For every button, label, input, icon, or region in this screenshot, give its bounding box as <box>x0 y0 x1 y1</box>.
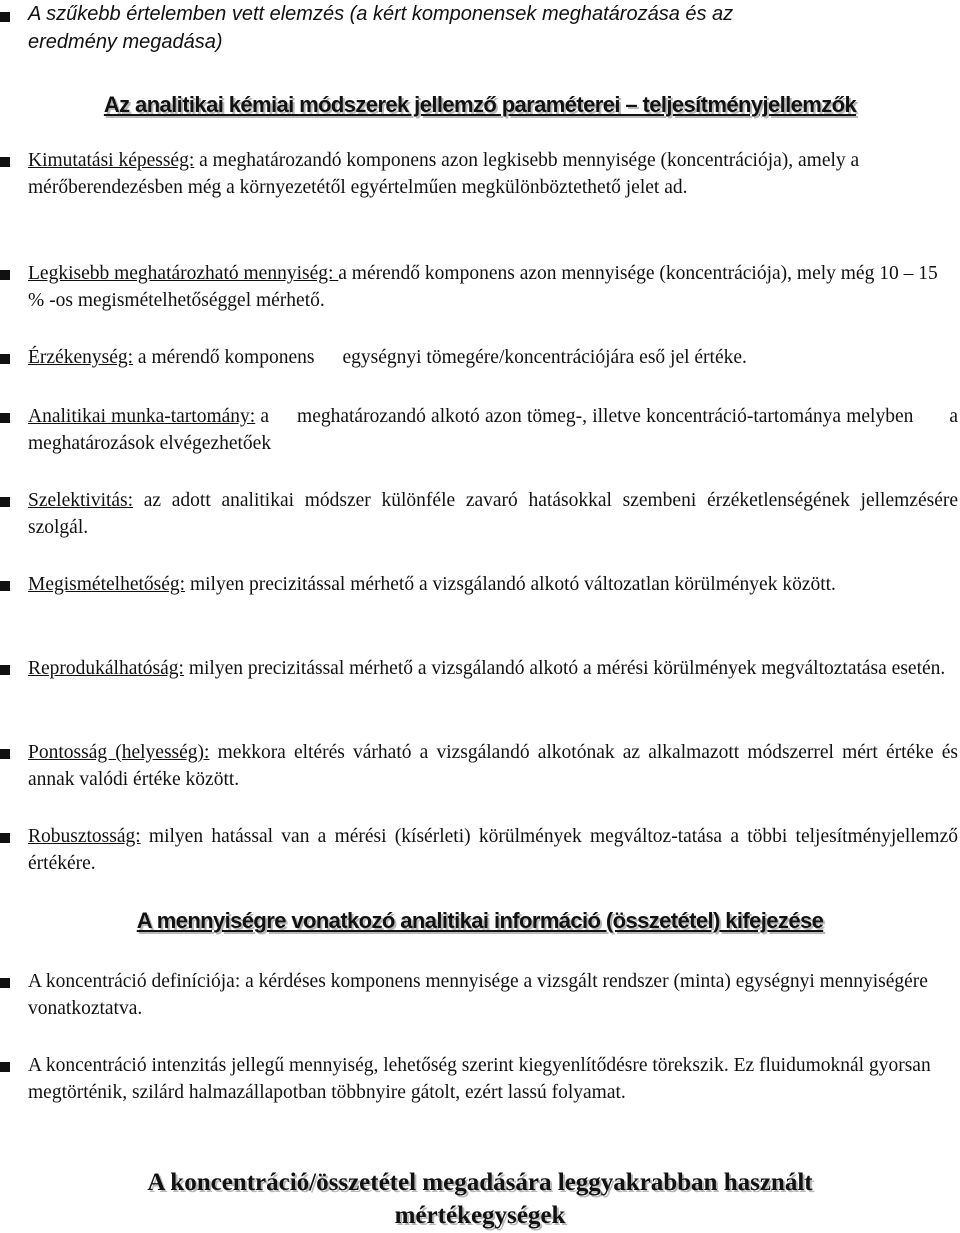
section-heading-parameters: Az analitikai kémiai módszerek jellemző paraméterei – teljesítményjellemzők <box>103 92 857 117</box>
section-heading-units <box>0 1166 960 1232</box>
list-item-text <box>28 655 958 682</box>
list-item-text <box>28 260 958 314</box>
bullet-square-icon <box>0 497 10 507</box>
bullet-square-icon <box>0 12 10 22</box>
bullet-square-icon <box>0 665 10 675</box>
bullet-square-icon <box>0 833 10 843</box>
intro-line-2: eredmény megadása) <box>28 31 223 53</box>
term-label: Érzékenység: <box>28 347 134 368</box>
term-definition: milyen precizitással mérhető a vizsgálandó alkotó a mérési körülmények megváltoztatása esetén. <box>183 658 946 679</box>
term-label: Kimutatási képesség: <box>28 150 195 171</box>
term-definition: az adott analitikai módszer különféle zavaró hatásokkal szembeni érzéketlenségének jellemzésére szolgál. <box>28 490 958 538</box>
term-definition-cont: meghatározandó alkotó azon tömeg-, illetve koncentráció-tartománya melyben <box>297 406 914 427</box>
section-heading-concentration: A mennyiségre vonatkozó analitikai információ (összetétel) kifejezése <box>136 908 824 933</box>
heading-line-1: A koncentráció/összetétel megadására leggyakrabban használt <box>147 1169 813 1196</box>
term-label: Legkisebb meghatározható mennyiség: <box>28 263 339 284</box>
list-item-text <box>28 147 958 201</box>
term-label: Robusztosság: <box>28 826 141 847</box>
bullet-square-icon <box>0 749 10 759</box>
heading-line-2: mértékegységek <box>394 1202 566 1229</box>
term-label: Pontosság (helyesség): <box>28 742 210 763</box>
list-item-text <box>28 344 958 371</box>
bullet-square-icon <box>0 1062 10 1072</box>
bullet-square-icon <box>0 978 10 988</box>
bullet-square-icon <box>0 413 10 423</box>
term-definition: a <box>255 406 270 427</box>
bullet-square-icon <box>0 581 10 591</box>
list-item-text: A koncentráció definíciója: a kérdéses komponens mennyisége a vizsgált rendszer (minta) egységnyi mennyiségére vonatkoztatva. <box>28 971 928 1019</box>
list-item-text <box>28 487 958 541</box>
list-item-text <box>28 823 958 877</box>
term-definition: a mérendő komponens <box>133 347 315 368</box>
term-definition: milyen hatással van a mérési (kísérleti) körülmények megváltoz-tatása a többi teljesítményjellemző értékére. <box>28 826 958 874</box>
term-definition-cont: egységnyi tömegére/koncentrációjára eső jel értéke. <box>342 347 747 368</box>
term-label: Megismételhetőség: <box>28 574 186 595</box>
term-definition: mekkora eltérés várható a vizsgálandó alkotónak az alkalmazott módszerrel mért értéke és annak valódi értéke között. <box>28 742 959 790</box>
intro-line-1: A szűkebb értelemben vett elemzés (a kért komponensek meghatározása és az <box>28 3 734 25</box>
term-definition: a mérendő komponens azon mennyisége (koncentrációja), mely még 10 – 15 % -os megismételhetőséggel mérhető. <box>28 263 938 311</box>
term-label: Reprodukálhatóság: <box>28 658 184 679</box>
list-item-text <box>28 571 958 598</box>
list-item-text: A koncentráció intenzitás jellegű mennyiség, lehetőség szerint kiegyenlítődésre törekszik. Ez fluidumoknál gyorsan megtörténik, szilárd halmazállapotban többnyire gátolt, ezért lassú folyamat. <box>28 1055 931 1103</box>
list-item-text <box>28 403 958 457</box>
term-label: Analitikai munka-tartomány: <box>28 406 256 427</box>
bullet-square-icon <box>0 270 10 280</box>
intro-text <box>28 0 958 56</box>
bullet-square-icon <box>0 354 10 364</box>
term-definition: a meghatározandó komponens azon legkisebb mennyisége (koncentrációja), amely a mérőberendezésben még a környezetétől egyértelműen megkülönböztethető jelet ad. <box>28 150 860 198</box>
list-item-text <box>28 739 958 793</box>
bullet-square-icon <box>0 157 10 167</box>
term-label: Szelektivitás: <box>28 490 134 511</box>
term-definition: milyen precizitással mérhető a vizsgálandó alkotó változatlan körülmények között. <box>185 574 836 595</box>
term-definition-end: a meghatározások elvégezhetőek <box>28 406 959 454</box>
